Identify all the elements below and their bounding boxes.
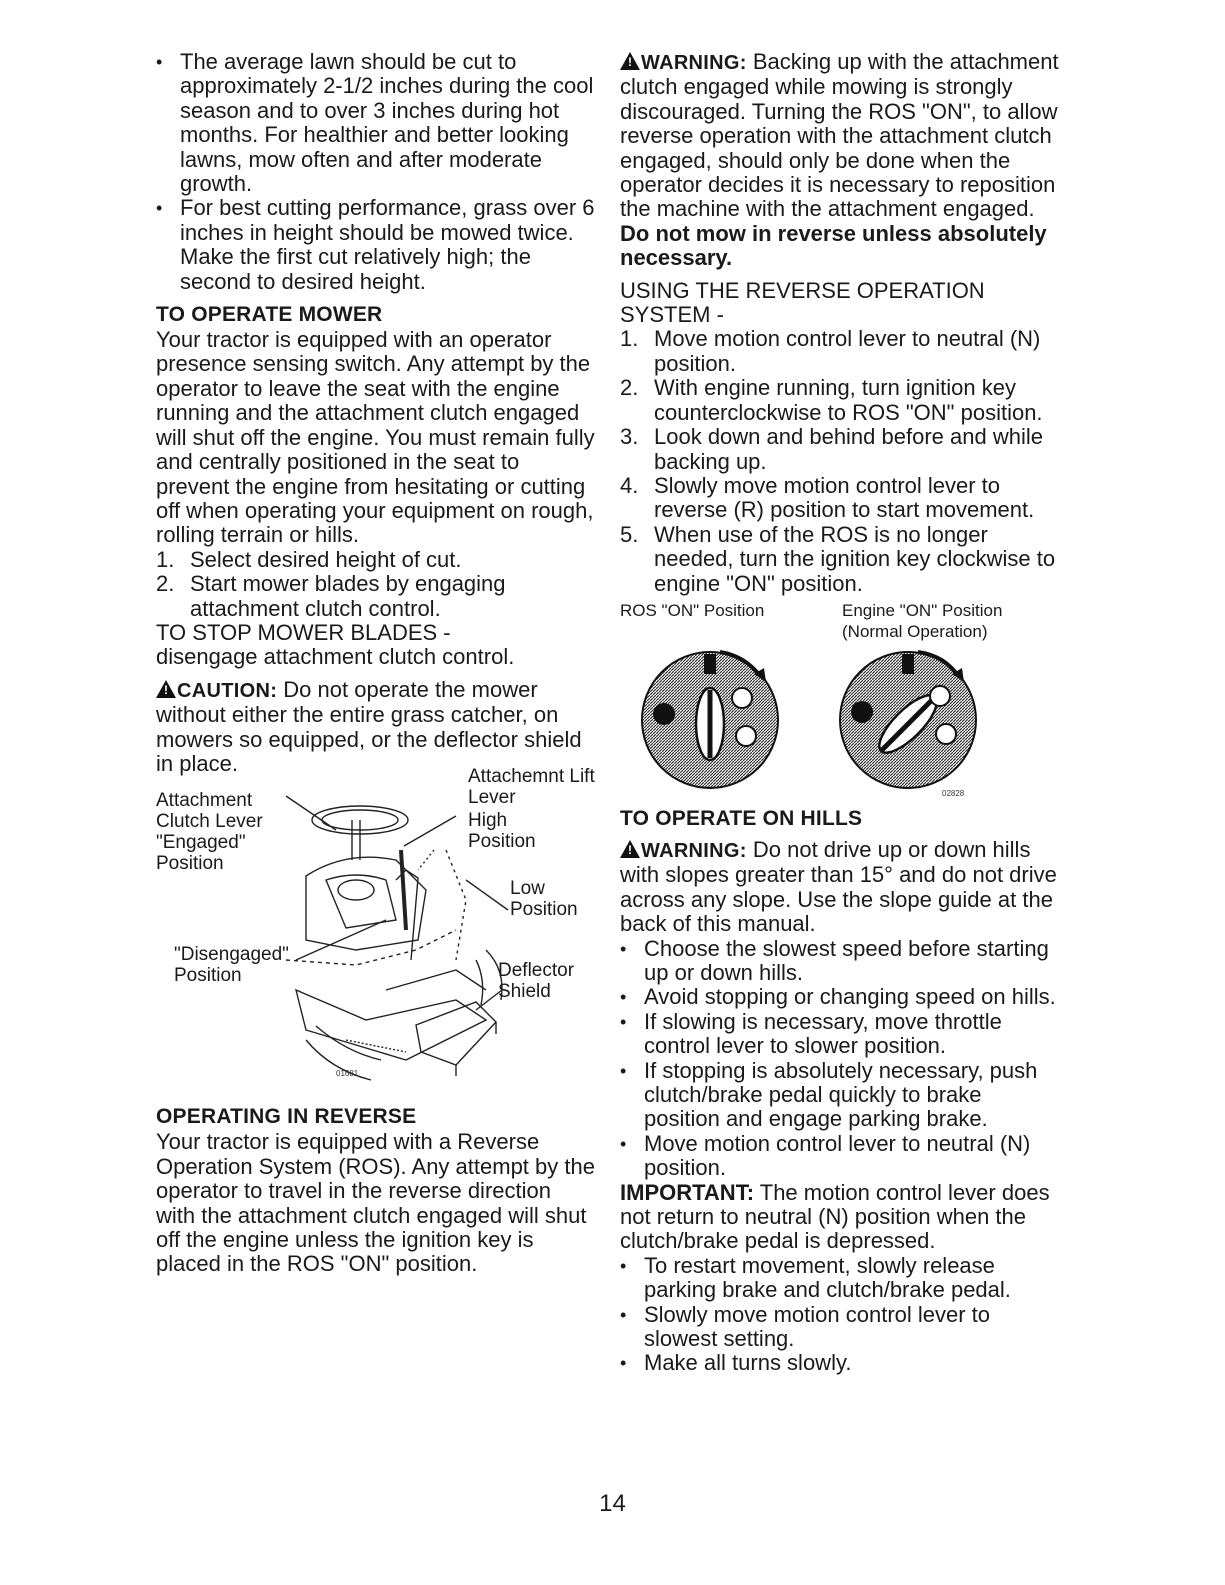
page-number: 14 <box>599 1490 626 1517</box>
operate-mower-text: Your tractor is equipped with an operator presence sensing switch. Any attempt by the operator to leave the seat with the engine running and the attachment clutch engaged will shut off the engine. You must remain fully and centrally positioned in the seat to prevent the engine from hesitating or cutting off when operating your equipment on rough, rolling terrain or hills. <box>156 327 595 548</box>
list-item: • If stopping is absolutely necessary, push clutch/brake pedal quickly to brake position and engage parking brake. <box>620 1059 1060 1132</box>
left-column <box>156 50 596 1277</box>
list-item: 5. When use of the ROS is no longer needed, turn the ignition key clockwise to engine "ON" position. <box>620 521 1056 596</box>
label-deflector-shield: Deflector Shield <box>498 960 575 1003</box>
label-disengaged: "Disengaged" Position <box>174 944 289 987</box>
label-low-position: Low Position <box>510 878 578 921</box>
restart-tips-list <box>620 1254 1060 1376</box>
warning-triangle-icon <box>620 840 640 858</box>
list-item: • The average lawn should be cut to approximately 2-1/2 inches during the cool season and to over 3 inches during hot months. For healthier and better looking lawns, mow often and after moderate growth. <box>156 50 596 196</box>
reverse-heading: OPERATING IN REVERSE <box>156 1105 417 1129</box>
operate-mower-heading: TO OPERATE MOWER <box>156 303 383 327</box>
list-item: 1. Select desired height of cut. <box>156 546 462 572</box>
ros-heading: USING THE REVERSE OPERATION SYSTEM - <box>620 277 985 328</box>
label-lift-lever: Attachemnt Lift Lever <box>468 766 595 809</box>
label-high-position: High Position <box>468 810 536 853</box>
dial-code: 02828 <box>942 788 965 798</box>
lawn-tips-list <box>156 50 596 294</box>
list-item: 2. Start mower blades by engaging attachment clutch control. <box>156 571 506 621</box>
warning-backing: !WARNING: Backing up with the attachment clutch engaged while mowing is strongly discouraged. Turning the ROS "ON", to allow reverse operation with the attachment clutch engaged, should only be done when the operator decides it is necessary to reposition the machine with the attachment engaged. Do not mow in reverse unless absolutely necessary. <box>620 50 1060 271</box>
list-item: • Avoid stopping or changing speed on hills. <box>620 985 1060 1009</box>
figure-code: 01681 <box>336 1069 359 1079</box>
list-item: • If slowing is necessary, move throttle control lever to slower position. <box>620 1010 1060 1059</box>
list-item: 4. Slowly move motion control lever to reverse (R) position to start movement. <box>620 472 1035 523</box>
reverse-text: Your tractor is equipped with a Reverse Operation System (ROS). Any attempt by the operator to travel in the reverse direction with the attachment clutch engaged will shut off the engine unless the ignition key is placed in the ROS "ON" position. <box>156 1129 595 1277</box>
operate-mower-steps <box>156 548 596 621</box>
important-note: IMPORTANT: The motion control lever does not return to neutral (N) position when the clutch/brake pedal is depressed. <box>620 1179 1050 1254</box>
warning-hills: !WARNING: Do not drive up or down hills with slopes greater than 15° and do not drive across any slope. Use the slope guide at the back of this manual. <box>620 838 1060 937</box>
warning-triangle-icon <box>620 52 640 70</box>
caption-engine-on: Engine "ON" Position (Normal Operation) <box>842 600 1003 641</box>
ignition-dials <box>620 644 1060 804</box>
warning-triangle-icon <box>156 680 176 698</box>
list-item: • Slowly move motion control lever to slowest setting. <box>620 1303 1060 1352</box>
hills-heading: TO OPERATE ON HILLS <box>620 806 863 830</box>
list-item: 2. With engine running, turn ignition key counterclockwise to ROS "ON" position. <box>620 375 1043 425</box>
right-column <box>620 50 1060 1376</box>
ignition-dial-figure <box>620 600 1060 800</box>
list-item: 1. Move motion control lever to neutral (N) position. <box>620 326 1041 376</box>
stop-blades-heading: TO STOP MOWER BLADES - <box>156 619 451 645</box>
list-item: • Move motion control lever to neutral (N) position. <box>620 1132 1060 1181</box>
dial-ros-on <box>642 652 778 788</box>
list-item: • Choose the slowest speed before starting up or down hills. <box>620 937 1060 986</box>
caution-block: !CAUTION: Do not operate the mower without either the entire grass catcher, on mowers so equipped, or the deflector shield in place. <box>156 678 596 777</box>
label-clutch-engaged: Attachment Clutch Lever "Engaged" Position <box>156 790 263 875</box>
list-item: • Make all turns slowly. <box>620 1351 1060 1375</box>
hills-tips-list <box>620 937 1060 1181</box>
mower-clutch-figure <box>156 766 596 1096</box>
ros-steps <box>620 327 1060 595</box>
list-item: 3. Look down and behind before and while backing up. <box>620 424 1043 474</box>
dial-engine-on <box>840 652 976 788</box>
stop-blades-text: disengage attachment clutch control. <box>156 644 515 670</box>
list-item: • To restart movement, slowly release parking brake and clutch/brake pedal. <box>620 1254 1060 1303</box>
list-item: • For best cutting performance, grass over 6 inches in height should be mowed twice. Make the first cut relatively high; the second to desired height. <box>156 196 596 294</box>
caption-ros-on: ROS "ON" Position <box>620 600 765 620</box>
